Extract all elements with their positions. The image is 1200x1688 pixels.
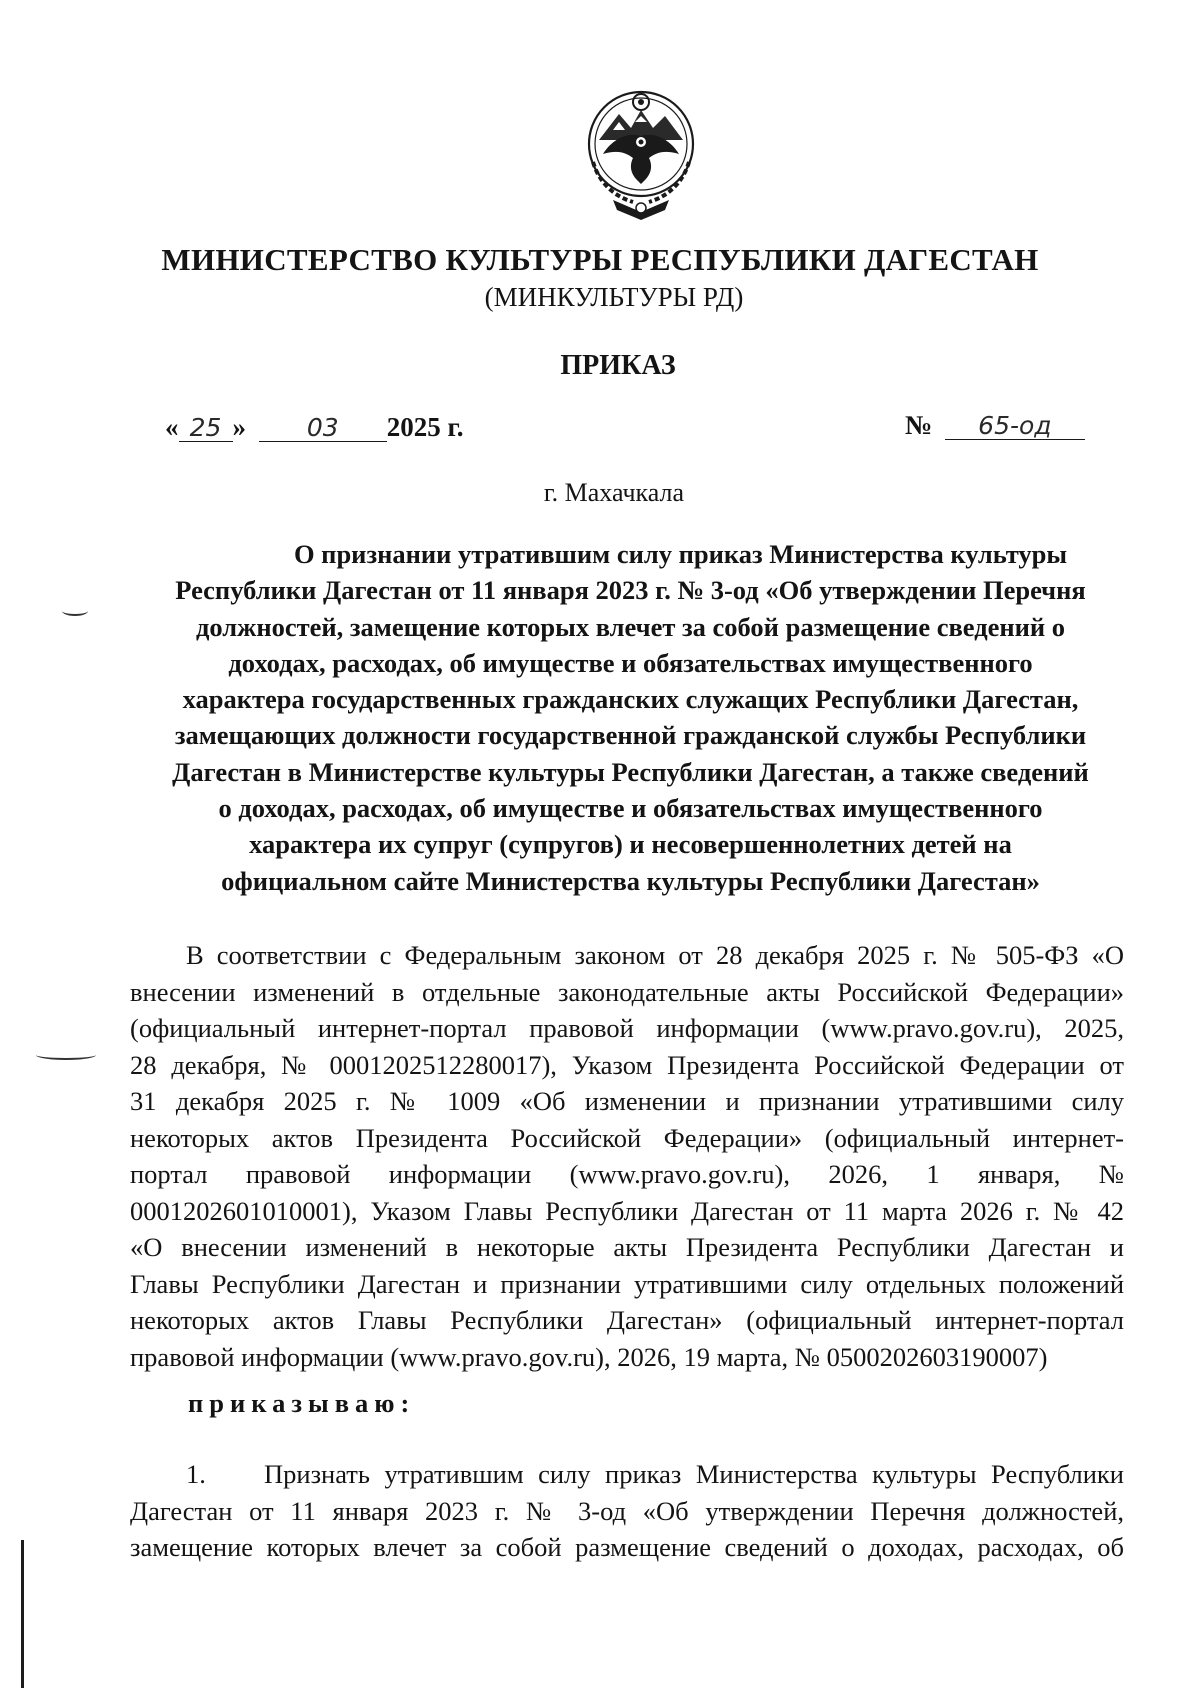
- order-title: [138, 536, 1123, 899]
- item-line: Дагестан от 11 января 2023 г. № 3-од «Об утверждении Перечня должностей,: [130, 1495, 1124, 1526]
- item-line: замещение которых влечет за собой размещение сведений о доходах, расходах, об: [130, 1532, 1124, 1562]
- preamble-paragraph: [130, 937, 1124, 1375]
- title-line: о доходах, расходах, об имуществе и обязательствах имущественного: [218, 793, 1043, 824]
- item-number: 1.: [186, 1459, 206, 1489]
- body-line: правовой информации (www.pravo.gov.ru), 2026, 19 марта, № 0500202603190007): [130, 1341, 1048, 1372]
- body-line: некоторых актов Президента Российской Федерации» (официальный интернет-: [130, 1122, 1124, 1153]
- date-day: 25: [179, 415, 233, 442]
- title-line: Республики Дагестан от 11 января 2023 г. № 3-од «Об утверждении Перечня: [175, 575, 1086, 606]
- city: г. Махачкала: [543, 478, 685, 507]
- body-line: (официальный интернет-портал правовой информации (www.pravo.gov.ru), 2025,: [130, 1013, 1124, 1043]
- date-close-quote: »: [232, 412, 246, 442]
- title-line: должностей, замещение которых влечет за собой размещение сведений о: [195, 611, 1066, 642]
- body-line: внесении изменений в отдельные законодательные акты Российской Федерации»: [130, 976, 1124, 1007]
- order-number: [905, 410, 1085, 441]
- number-prefix: №: [905, 410, 933, 440]
- order-number-value: 65-од: [945, 413, 1085, 440]
- title-line: доходах, расходах, об имуществе и обязательствах имущественного: [228, 647, 1033, 678]
- ministry-short-name: (МИНКУЛЬТУРЫ РД): [484, 282, 744, 312]
- item-line: [130, 1456, 1124, 1493]
- body-line: Главы Республики Дагестан и признании утратившими силу отдельных положений: [130, 1268, 1124, 1299]
- title-line: О признании утратившим силу приказ Министерства культуры: [293, 539, 1068, 569]
- date-month: 03: [259, 415, 387, 442]
- title-line: замещающих должности государственной гражданской службы Республики: [174, 720, 1087, 751]
- document-type: ПРИКАЗ: [560, 350, 676, 381]
- title-line: характера их супруг (супругов) и несовершеннолетних детей на: [249, 829, 1012, 860]
- item-text: Признать утратившим силу приказ Министерства культуры Республики: [264, 1459, 1124, 1489]
- order-item-1: [130, 1456, 1124, 1566]
- margin-tick-mark: [36, 1050, 96, 1060]
- body-line: некоторых актов Главы Республики Дагестан» (официальный интернет-портал: [130, 1305, 1124, 1335]
- date-open-quote: «: [165, 412, 179, 442]
- body-line: 0001202601010001), Указом Главы Республики Дагестан от 11 марта 2026 г. № 42: [130, 1195, 1124, 1226]
- body-line: 28 декабря, № 0001202512280017), Указом Президента Российской Федерации от: [130, 1049, 1124, 1080]
- dagestan-coat-of-arms-icon: [573, 78, 709, 222]
- scan-edge-line: [21, 1540, 24, 1688]
- date-year: 2025 г.: [386, 412, 464, 442]
- body-line: В соответствии с Федеральным законом от 28 декабря 2025 г. № 505-ФЗ «О: [186, 940, 1124, 970]
- order-directive: приказываю:: [188, 1388, 416, 1418]
- ministry-name: МИНИСТЕРСТВО КУЛЬТУРЫ РЕСПУБЛИКИ ДАГЕСТАН: [161, 242, 1039, 277]
- title-line: Дагестан в Министерстве культуры Республики Дагестан, а также сведений: [172, 756, 1089, 787]
- title-line: характера государственных гражданских служащих Республики Дагестан,: [182, 684, 1079, 715]
- body-line: «О внесении изменений в некоторые акты Президента Республики Дагестан и: [130, 1232, 1124, 1262]
- order-date: [165, 412, 463, 443]
- title-line: официальном сайте Министерства культуры Республики Дагестан»: [221, 865, 1040, 896]
- margin-tick-mark: [62, 606, 88, 616]
- body-line: 31 декабря 2025 г. № 1009 «Об изменении и признании утратившими силу: [130, 1086, 1124, 1116]
- body-line: портал правовой информации (www.pravo.gov.ru), 2026, 1 января, №: [130, 1159, 1124, 1189]
